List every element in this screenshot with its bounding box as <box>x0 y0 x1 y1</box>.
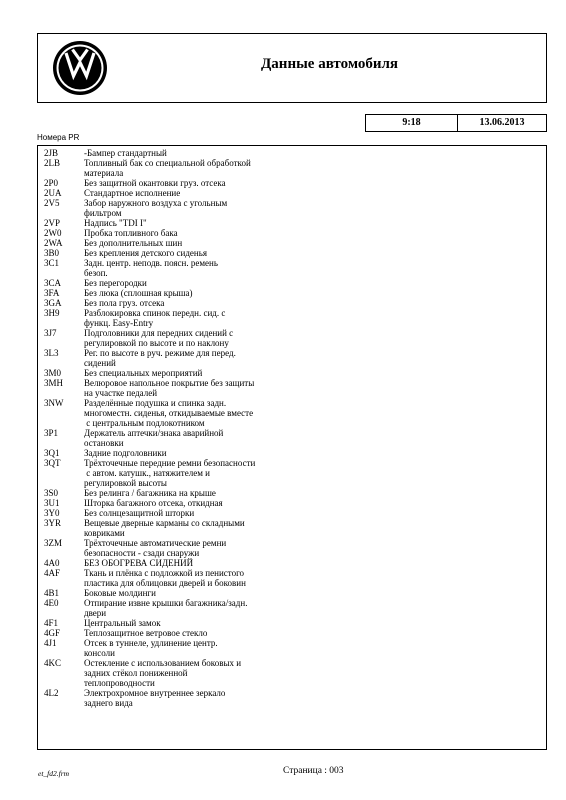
pr-description <box>84 588 284 598</box>
description-line: Без дополнительных шин <box>84 238 183 248</box>
list-item <box>38 588 546 598</box>
description-line: Отпирание извне крышки багажника/задн. <box>84 598 248 608</box>
description-line: Топливный бак со специальной обработкой <box>84 158 251 168</box>
section-label: Номера PR <box>37 133 80 142</box>
description-line: консоли <box>84 648 115 658</box>
pr-description <box>84 688 284 708</box>
pr-code: 3B0 <box>44 248 60 258</box>
list-item <box>38 688 546 708</box>
pr-description <box>84 598 284 618</box>
description-line: с автом. катушк., натяжителем и <box>84 468 210 478</box>
pr-description <box>84 148 284 158</box>
description-line: Подголовники для передних сидений с <box>84 328 234 338</box>
description-line: безоп. <box>84 268 108 278</box>
footer-filename: et_fd2.frm <box>38 769 70 778</box>
list-item <box>38 238 546 248</box>
description-line: Стандартное исполнение <box>84 188 181 198</box>
list-item <box>38 288 546 298</box>
info-box <box>365 114 547 132</box>
description-line: задних стёкол пониженной <box>84 668 188 678</box>
pr-code: 3J7 <box>44 328 57 338</box>
pr-description <box>84 188 284 198</box>
pr-code: 4E0 <box>44 598 59 608</box>
description-line: Велюровое напольное покрытие без защиты <box>84 378 255 388</box>
description-line: Задние подголовники <box>84 448 167 458</box>
list-item <box>38 158 546 178</box>
pr-code: 3ZM <box>44 538 62 548</box>
pr-description <box>84 158 284 178</box>
pr-description <box>84 618 284 628</box>
pr-description <box>84 508 284 518</box>
description-line: Электрохромное внутреннее зеркало <box>84 688 226 698</box>
description-line: Без перегородки <box>84 278 147 288</box>
pr-code: 4AF <box>44 568 61 578</box>
pr-description <box>84 628 284 638</box>
pr-code: 3L3 <box>44 348 59 358</box>
list-item <box>38 448 546 458</box>
list-item <box>38 628 546 638</box>
pr-description <box>84 278 284 288</box>
description-line: Трёхточечные передние ремни безопасности <box>84 458 256 468</box>
description-line: сидений <box>84 358 116 368</box>
pr-description <box>84 228 284 238</box>
pr-description <box>84 238 284 248</box>
description-line: регулировкой по высоте и по наклону <box>84 338 229 348</box>
pr-code: 4J1 <box>44 638 57 648</box>
list-item <box>38 618 546 628</box>
pr-description <box>84 658 284 688</box>
pr-description <box>84 378 284 398</box>
pr-code: 4F1 <box>44 618 59 628</box>
pr-description <box>84 178 284 188</box>
pr-description <box>84 348 284 368</box>
pr-code: 4GF <box>44 628 61 638</box>
pr-code: 4B1 <box>44 588 60 598</box>
description-line: Без специальных мероприятий <box>84 368 203 378</box>
list-item <box>38 658 546 688</box>
pr-code: 3MH <box>44 378 64 388</box>
description-line: с центральным подлокотником <box>84 418 205 428</box>
document-title: Данные автомобиля <box>260 56 399 72</box>
description-line: Держатель аптечки/знака аварийной <box>84 428 224 438</box>
pr-code: 2W0 <box>44 228 62 238</box>
description-line: двери <box>84 608 107 618</box>
list-item <box>38 638 546 658</box>
pr-code: 3GA <box>44 298 62 308</box>
pr-description <box>84 518 284 538</box>
pr-description <box>84 638 284 658</box>
list-item <box>38 428 546 448</box>
vw-logo-icon <box>52 40 108 96</box>
description-line: материала <box>84 168 124 178</box>
pr-description <box>84 428 284 448</box>
pr-description <box>84 298 284 308</box>
pr-description <box>84 398 284 428</box>
pr-list <box>37 145 547 750</box>
description-line: пластика для облицовки дверей и боковин <box>84 578 246 588</box>
list-item <box>38 258 546 278</box>
list-item <box>38 538 546 558</box>
list-item <box>38 568 546 588</box>
list-item <box>38 248 546 258</box>
list-item <box>38 498 546 508</box>
pr-description <box>84 568 284 588</box>
pr-description <box>84 258 284 278</box>
list-item <box>38 228 546 238</box>
description-line: теплопроводности <box>84 678 155 688</box>
list-item <box>38 558 546 568</box>
pr-description <box>84 538 284 558</box>
description-line: Боковые молдинги <box>84 588 156 598</box>
date-cell: 13.06.2013 <box>479 117 525 128</box>
list-item <box>38 518 546 538</box>
description-line: Вещевые дверные карманы со складными <box>84 518 245 528</box>
description-line: фильтром <box>84 208 122 218</box>
pr-code: 3Q1 <box>44 448 60 458</box>
description-line: функц. Easy-Entry <box>84 318 154 328</box>
description-line: Пробка топливного бака <box>84 228 178 238</box>
description-line: Шторка багажного отсека, откидная <box>84 498 223 508</box>
pr-description <box>84 458 284 488</box>
pr-rows <box>38 148 546 708</box>
pr-description <box>84 198 284 218</box>
pr-code: 4L2 <box>44 688 59 698</box>
pr-code: 2JB <box>44 148 59 158</box>
description-line: Без релинга / багажника на крыше <box>84 488 216 498</box>
pr-code: 2LB <box>44 158 61 168</box>
pr-code: 3NW <box>44 398 64 408</box>
list-item <box>38 508 546 518</box>
description-line: Центральный замок <box>84 618 161 628</box>
list-item <box>38 308 546 328</box>
list-item <box>38 398 546 428</box>
pr-description <box>84 218 284 228</box>
description-line: Надпись "TDI I" <box>84 218 147 228</box>
pr-code: 3CA <box>44 278 62 288</box>
list-item <box>38 328 546 348</box>
pr-description <box>84 558 284 568</box>
pr-code: 3U1 <box>44 498 60 508</box>
list-item <box>38 458 546 488</box>
pr-code: 4KC <box>44 658 62 668</box>
pr-code: 3M0 <box>44 368 62 378</box>
pr-description <box>84 498 284 508</box>
pr-code: 3YR <box>44 518 62 528</box>
pr-code: 4A0 <box>44 558 60 568</box>
list-item <box>38 278 546 288</box>
pr-code: 3H9 <box>44 308 60 318</box>
description-line: Без пола груз. отсека <box>84 298 165 308</box>
pr-code: 2VP <box>44 218 61 228</box>
description-line: регулировкой высоты <box>84 478 167 488</box>
description-line: на участке педалей <box>84 388 158 398</box>
list-item <box>38 218 546 228</box>
pr-code: 3QT <box>44 458 61 468</box>
description-line: Теплозащитное ветровое стекло <box>84 628 208 638</box>
list-item <box>38 488 546 498</box>
description-line: Отсек в туннеле, удлинение центр. <box>84 638 218 648</box>
description-line: БЕЗ ОБОГРЕВА СИДЕНИЙ <box>84 558 194 568</box>
list-item <box>38 368 546 378</box>
pr-code: 3P1 <box>44 428 59 438</box>
list-item <box>38 298 546 308</box>
description-line: Разблокировка спинок передн. сид. с <box>84 308 226 318</box>
list-item <box>38 598 546 618</box>
description-line: Без крепления детского сиденья <box>84 248 207 258</box>
description-line: Трёхточечные автоматические ремни <box>84 538 227 548</box>
pr-code: 3S0 <box>44 488 59 498</box>
pr-description <box>84 448 284 458</box>
list-item <box>38 188 546 198</box>
list-item <box>38 178 546 188</box>
pr-code: 2P0 <box>44 178 59 188</box>
pr-code: 3Y0 <box>44 508 60 518</box>
list-item <box>38 348 546 368</box>
description-line: многоместн. сиденья, откидываемые вместе <box>84 408 254 418</box>
description-line: ковриками <box>84 528 125 538</box>
description-line: безопасности - сзади снаружи <box>84 548 200 558</box>
pr-code: 3FA <box>44 288 60 298</box>
list-item <box>38 378 546 398</box>
pr-description <box>84 308 284 328</box>
description-line: -Бампер стандартный <box>84 148 167 158</box>
pr-description <box>84 288 284 298</box>
time-cell: 9:18 <box>366 115 458 131</box>
pr-code: 2V5 <box>44 198 60 208</box>
list-item <box>38 198 546 218</box>
description-line: Разделённые подушка и спинка задн. <box>84 398 227 408</box>
footer-page-number: Страница : 003 <box>283 766 344 776</box>
description-line: Без защитной окантовки груз. отсека <box>84 178 226 188</box>
pr-description <box>84 248 284 258</box>
description-line: Остекление с использованием боковых и <box>84 658 242 668</box>
header-box <box>37 33 547 103</box>
pr-description <box>84 328 284 348</box>
description-line: Без люка (сплошная крыша) <box>84 288 193 298</box>
pr-code: 2WA <box>44 238 63 248</box>
pr-description <box>84 488 284 498</box>
description-line: Ткань и плёнка с подложкой из пенистого <box>84 568 245 578</box>
description-line: Без солнцезащитной шторки <box>84 508 195 518</box>
pr-code: 3C1 <box>44 258 60 268</box>
description-line: Рег. по высоте в руч. режиме для перед. <box>84 348 236 358</box>
description-line: Задн. центр. неподв. поясн. ремень <box>84 258 218 268</box>
pr-description <box>84 368 284 378</box>
list-item <box>38 148 546 158</box>
description-line: Забор наружного воздуха с угольным <box>84 198 228 208</box>
description-line: остановки <box>84 438 124 448</box>
description-line: заднего вида <box>84 698 133 708</box>
pr-code: 2UA <box>44 188 62 198</box>
